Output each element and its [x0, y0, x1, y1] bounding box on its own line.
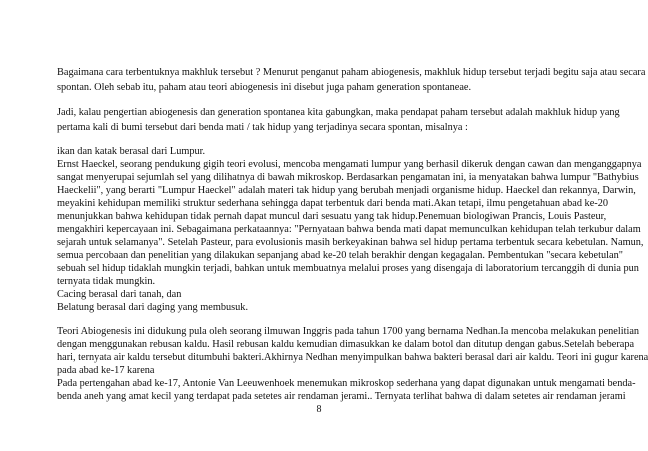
paragraph-line-8: Haeckelii", yang berarti "Lumpur Haeckel" adalah materi tak hidup yang berubah menjadi organisme hidup. Haeckel dan rekannya, Darwin,: [57, 185, 636, 196]
paragraph-line-14: sebuah sel hidup tidaklah mungkin terjadi, bahkan untuk membuatnya melalui proses yang disengaja di laboratorium tercanggih di dunia pun: [57, 263, 639, 274]
paragraph-line-15: ternyata tidak mungkin.: [57, 276, 156, 287]
paragraph-line-20: hari, ternyata air kaldu tersebut ditumbuhi bakteri.Akhirnya Nedhan menyimpulkan bahwa bakteri berasal dari air kaldu. Teori ini gugur karena: [57, 352, 648, 363]
paragraph-line-3: Jadi, kalau pengertian abiogenesis dan generation spontanea kita gabungkan, maka pendapat paham tersebut adalah makhluk hidup yang: [57, 107, 620, 118]
paragraph-line-9: meyakini kehidupan memiliki struktur sederhana sehingga dapat terbentuk dari benda mati.Akan tetapi, ilmu pengetahuan abad ke-20: [57, 198, 608, 209]
paragraph-line-21: pada abad ke-17 karena: [57, 365, 155, 376]
paragraph-line-23: benda aneh yang amat kecil yang terdapat pada setetes air rendaman jerami.. Ternyata terlihat bahwa di dalam setetes air rendaman jerami: [57, 391, 626, 402]
paragraph-line-11: mengakhiri kepercayaan ini. Sebagaimana perkataannya: "Pernyataan bahwa benda mati dapat memunculkan kehidupan telah terkubur dalam: [57, 224, 641, 235]
paragraph-line-1: Bagaimana cara terbentuknya makhluk tersebut ? Menurut penganut paham abiogenesis, makhluk hidup tersebut terjadi begitu saja atau secara: [57, 67, 646, 78]
paragraph-line-7: sangat menyerupai sejumlah sel yang dilihatnya di bawah mikroskop. Berdasarkan pengamatan ini, ia menyatakan bahwa lumpur "Bathybius: [57, 172, 639, 183]
page-number: 8: [316, 404, 322, 415]
paragraph-line-12: sejarah untuk selamanya". Setelah Pasteur, para evolusionis masih berkeyakinan bahwa sel hidup pertama terbentuk secara kebetulan. Namun,: [57, 237, 644, 248]
paragraph-line-19: dengan menggunakan rebusan kaldu. Hasil rebusan kaldu kemudian dimasukkan ke dalam botol dan ditutup dengan gabus.Setelah beberapa: [57, 339, 635, 350]
paragraph-line-13: semua percobaan dan penelitian yang dilakukan sepanjang abad ke-20 telah berakhir dengan kegagalan. Pembentukan "secara kebetulan": [57, 250, 623, 261]
paragraph-line-10: menunjukkan bahwa kehidupan tidak pernah dapat muncul dari sesuatu yang tak hidup.Penemuan biologiwan Prancis, Louis Pasteur,: [57, 211, 607, 222]
list-item-line-17: Belatung berasal dari daging yang membusuk.: [57, 302, 249, 313]
list-item-line-5: ikan dan katak berasal dari Lumpur.: [57, 146, 206, 157]
paragraph-line-18: Teori Abiogenesis ini didukung pula oleh seorang ilmuwan Inggris pada tahun 1700 yang bernama Nedhan.Ia mencoba melakukan penelitian: [57, 326, 640, 337]
paragraph-line-22: Pada pertengahan abad ke-17, Antonie Van Leeuwenhoek menemukan mikroskop sederhana yang dapat digunakan untuk mengamati benda-: [57, 378, 636, 389]
paragraph-line-4: pertama kali di bumi tersebut dari benda mati / tak hidup yang terjadinya secara spontan, misalnya :: [57, 122, 468, 133]
list-item-line-16: Cacing berasal dari tanah, dan: [57, 289, 182, 300]
paragraph-line-6: Ernst Haeckel, seorang pendukung gigih teori evolusi, mencoba mengamati lumpur yang berhasil dikeruk dengan cawan dan menganggapnya: [57, 159, 642, 170]
paragraph-line-2: spontan. Oleh sebab itu, paham atau teori abiogenesis ini disebut juga paham generation spontaneae.: [57, 82, 472, 93]
